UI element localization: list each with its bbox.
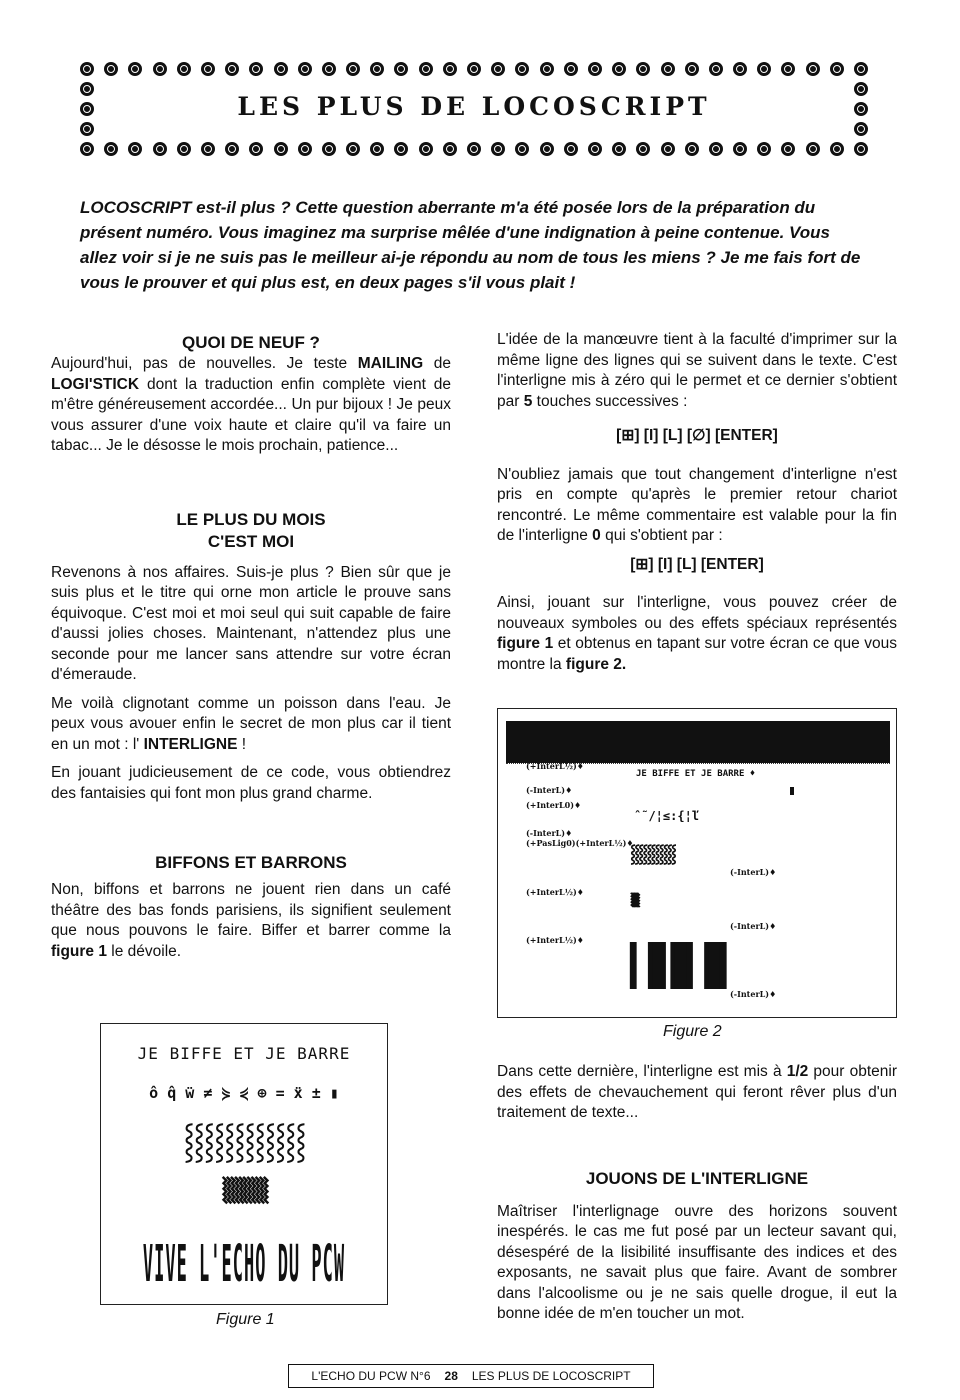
figure1-vive-echo: VIVE L'ECHO DU PCW <box>142 1236 346 1296</box>
ornament-icon <box>685 142 699 156</box>
ornament-icon <box>733 142 747 156</box>
ornament-icon <box>685 62 699 76</box>
figure2-biffe-line: JE BIFFE ET JE BARRE ♦ <box>636 769 756 779</box>
ornament-icon <box>128 142 142 156</box>
ornament-icon <box>806 62 820 76</box>
ornament-icon <box>370 142 384 156</box>
figure2-end-label: (-InterL)♦ <box>730 989 777 999</box>
ornament-icon <box>80 142 94 156</box>
ornament-icon <box>636 62 650 76</box>
ornament-icon <box>588 62 602 76</box>
intro-paragraph: LOCOSCRIPT est-il plus ? Cette question aberrante m'a été posée lors de la préparation du présent numéro. Vous imaginez ma surprise mêlée d'une indignation à peine contenue. Vous allez voir si je ne suis pas le meilleur ai-je répondu au nom de tous les miens ? Je me fais fort de vous le prouver et qui plus est, en deux pages s'il vous plait ! <box>80 198 861 292</box>
ornament-icon <box>733 62 747 76</box>
ornament-icon <box>467 62 481 76</box>
ornament-icon <box>80 62 94 76</box>
ornament-icon <box>443 62 457 76</box>
ornament-icon <box>757 62 771 76</box>
figure2-hatched: ⦚⦚⦚⦚⦚⦚⦚⦚⦚⦚ <box>630 891 638 912</box>
ornament-icon <box>322 62 336 76</box>
ornament-icon <box>249 62 263 76</box>
paragraph: Ainsi, jouant sur l'interligne, vous pouvez créer de nouveaux symboles ou des effets spéciaux représentés figure 1 et obtenus en tapant sur votre écran ce que vous montre la figure 2. <box>497 594 897 673</box>
footer-section: LES PLUS DE LOCOSCRIPT <box>471 1369 631 1383</box>
ornament-icon <box>661 62 675 76</box>
ornament-icon <box>854 62 868 76</box>
ornament-icon <box>201 142 215 156</box>
ornament-icon <box>830 142 844 156</box>
figure1-line-biffe: JE BIFFE ET JE BARRE <box>137 1044 351 1063</box>
ornament-icon <box>636 142 650 156</box>
ornament-icon <box>225 62 239 76</box>
figure2-end-label: (-InterL)♦ <box>730 921 777 931</box>
ornament-icon <box>128 62 142 76</box>
ornament-icon <box>661 142 675 156</box>
figure2-label: (-InterL)♦ <box>526 828 573 838</box>
ornament-icon <box>153 142 167 156</box>
paragraph: Non, biffons et barrons ne jouent rien dans un café théâtre des bas fonds parisiens, ils signifient seulement que nous pouvons le faire. Biffer et barrer comme la figure 1 le dévoile. <box>51 881 451 960</box>
ornament-icon <box>322 142 336 156</box>
paragraph: N'oubliez jamais que tout changement d'interligne n'est pris en compte qu'après le premier retour chariot rencontré. Le même commentaire est valable pour la fin de l'interligne 0 qui s'obtient par : <box>497 465 897 544</box>
ornament-icon <box>709 62 723 76</box>
figure2-label: (+InterL0)♦ <box>526 800 582 810</box>
ornament-icon <box>515 62 529 76</box>
figure1-caption: Figure 1 <box>216 1311 275 1328</box>
figure2-label: (-InterL)♦ <box>526 785 573 795</box>
ornament-icon <box>612 62 626 76</box>
ornament-icon <box>346 62 360 76</box>
section-subtitle-c-est-moi: C'EST MOI <box>207 531 295 551</box>
ornament-icon <box>588 142 602 156</box>
paragraph: Dans cette dernière, l'interligne est mis à 1/2 pour obtenir des effets de chevauchement qui feront rêver plus d'un traitement de texte... <box>497 1063 897 1121</box>
section-title-le-plus-du-mois: LE PLUS DU MOIS <box>176 509 326 529</box>
ornament-icon <box>781 62 795 76</box>
figure2-end-label: (-InterL)♦ <box>730 867 777 877</box>
footer-magazine: L'ECHO DU PCW N°6 <box>311 1369 431 1383</box>
ornament-icon <box>564 62 578 76</box>
paragraph: Maîtriser l'interlignage ouvre des horizons souvent inespérés. le cas me fut posé par un lecteur savant qui, désespéré de la lisibilité insuffisante des indices et des exposants, ne savait plus que faire. Avant de sombrer dans l'alcoolisme ou je ne sais quelle drogue, il eut la bonne idée de m'en toucher un mot. <box>497 1202 897 1322</box>
ornament-icon <box>564 142 578 156</box>
ornament-icon <box>201 62 215 76</box>
ornament-icon <box>104 62 118 76</box>
ornament-icon <box>298 62 312 76</box>
ornament-icon <box>104 142 118 156</box>
key-sequence-2: [⊞] [I] [L] [ENTER] <box>630 555 764 573</box>
page-footer <box>288 1364 654 1388</box>
ornament-icon <box>346 142 360 156</box>
ornament-icon <box>540 62 554 76</box>
figure1-symbols: ô q̂ ẅ ≠ ⋟ ⋞ ⊕ = ẍ ± ▮ <box>149 1084 339 1102</box>
ornament-icon <box>515 142 529 156</box>
left-column <box>51 332 451 970</box>
ornament-icon <box>830 62 844 76</box>
ornament-icon <box>612 142 626 156</box>
ornament-icon <box>298 142 312 156</box>
figure2-symbols: ˆ˜/¦≤:{¦ľ <box>634 809 700 823</box>
banner-border-bottom <box>80 142 868 156</box>
key-sequence-1: [⊞] [I] [L] [∅] [ENTER] <box>616 427 778 444</box>
ornament-icon <box>394 62 408 76</box>
paragraph: Revenons à nos affaires. Suis-je plus ? Bien sûr que je suis plus et le titre qui orne mon article le prouve sans équivoque. C'est moi et moi seul qui suit capable de faire d'aussi jolies choses. Maintenant, n'attendez plus une seconde pour me lancer sans attendre sur votre écran d'émeraude. <box>51 563 451 683</box>
title-banner <box>80 62 868 158</box>
ornament-icon <box>757 142 771 156</box>
figure2-label: (+InterL½)♦ <box>526 887 584 897</box>
ornament-icon <box>225 142 239 156</box>
figure-1 <box>100 1023 388 1305</box>
ornament-icon <box>153 62 167 76</box>
ornament-icon <box>540 142 554 156</box>
figure1-squiggles: ⸾⸾⸾⸾⸾⸾⸾⸾⸾⸾⸾⸾ <box>182 1121 306 1161</box>
cursor-mark <box>790 787 794 795</box>
figure-2 <box>497 708 897 1018</box>
banner-border-top <box>80 62 868 76</box>
paragraph: Me voilà clignotant comme un poisson dans l'eau. Je peux vous avouer enfin le secret de mon plus car il tient en un mot : l' INTERLIGNE ! <box>51 694 451 753</box>
ornament-icon <box>443 142 457 156</box>
ornament-icon <box>806 142 820 156</box>
section-title-jouons-de-l-interligne: JOUONS DE L'INTERLIGNE <box>585 1168 809 1188</box>
ornament-icon <box>781 142 795 156</box>
locoscript-screen-header <box>506 721 890 763</box>
paragraph: L'idée de la manœuvre tient à la faculté d'imprimer sur la même ligne des lignes qui se suivent dans le texte. C'est l'interligne mis à zéro qui le permet et ce dernier s'obtient par 5 touches successives : <box>497 331 897 410</box>
page-number: 28 <box>444 1369 458 1383</box>
ornament-icon <box>394 142 408 156</box>
ornament-icon <box>709 142 723 156</box>
right-column <box>497 330 897 683</box>
ornament-icon <box>419 142 433 156</box>
ornament-icon <box>467 142 481 156</box>
figure2-squiggles: ⸾⸾⸾⸾⸾⸾⸾⸾⸾⸾⸾ <box>630 844 675 864</box>
figure2-label: (+InterL½)♦ <box>526 935 584 945</box>
figure2-blocks: ▌▐█▐█▌▐█▌ <box>630 945 732 990</box>
ornament-icon <box>370 62 384 76</box>
ornament-icon <box>249 142 263 156</box>
ornament-icon <box>491 62 505 76</box>
figure1-hatched-blocks: ⦚⦚⦚⦚⦚⦚⦚⦚⦚⦚⦚ <box>221 1172 267 1212</box>
ornament-icon <box>419 62 433 76</box>
right-column-lower <box>497 1062 897 1333</box>
ornament-icon <box>274 62 288 76</box>
ornament-icon <box>491 142 505 156</box>
paragraph: En jouant judicieusement de ce code, vous obtiendrez des fantaisies qui font mon plus grand charme. <box>51 764 451 802</box>
figure2-caption: Figure 2 <box>663 1023 722 1040</box>
figure2-label: (+PasLig0)(+InterL½)♦ <box>526 838 634 848</box>
figure2-label: (+InterL½)♦ <box>526 761 584 771</box>
ornament-icon <box>274 142 288 156</box>
page-title: LES PLUS DE LOCOSCRIPT <box>237 92 711 121</box>
ornament-icon <box>854 142 868 156</box>
section-title-quoi-de-neuf: QUOI DE NEUF ? <box>182 333 320 352</box>
ornament-icon <box>177 142 191 156</box>
ornament-icon <box>177 62 191 76</box>
section-title-biffons-et-barrons: BIFFONS ET BARRONS <box>155 853 347 872</box>
paragraph: Aujourd'hui, pas de nouvelles. Je teste MAILING de LOGI'STICK dont la traduction enfin complète vient de m'être généreusement accordée... Un pur bijoux ! Je peux vous assurer d'une voix haute et claire qu'il va faire un tabac... Je le désosse le mois prochain, patience... <box>51 355 451 454</box>
